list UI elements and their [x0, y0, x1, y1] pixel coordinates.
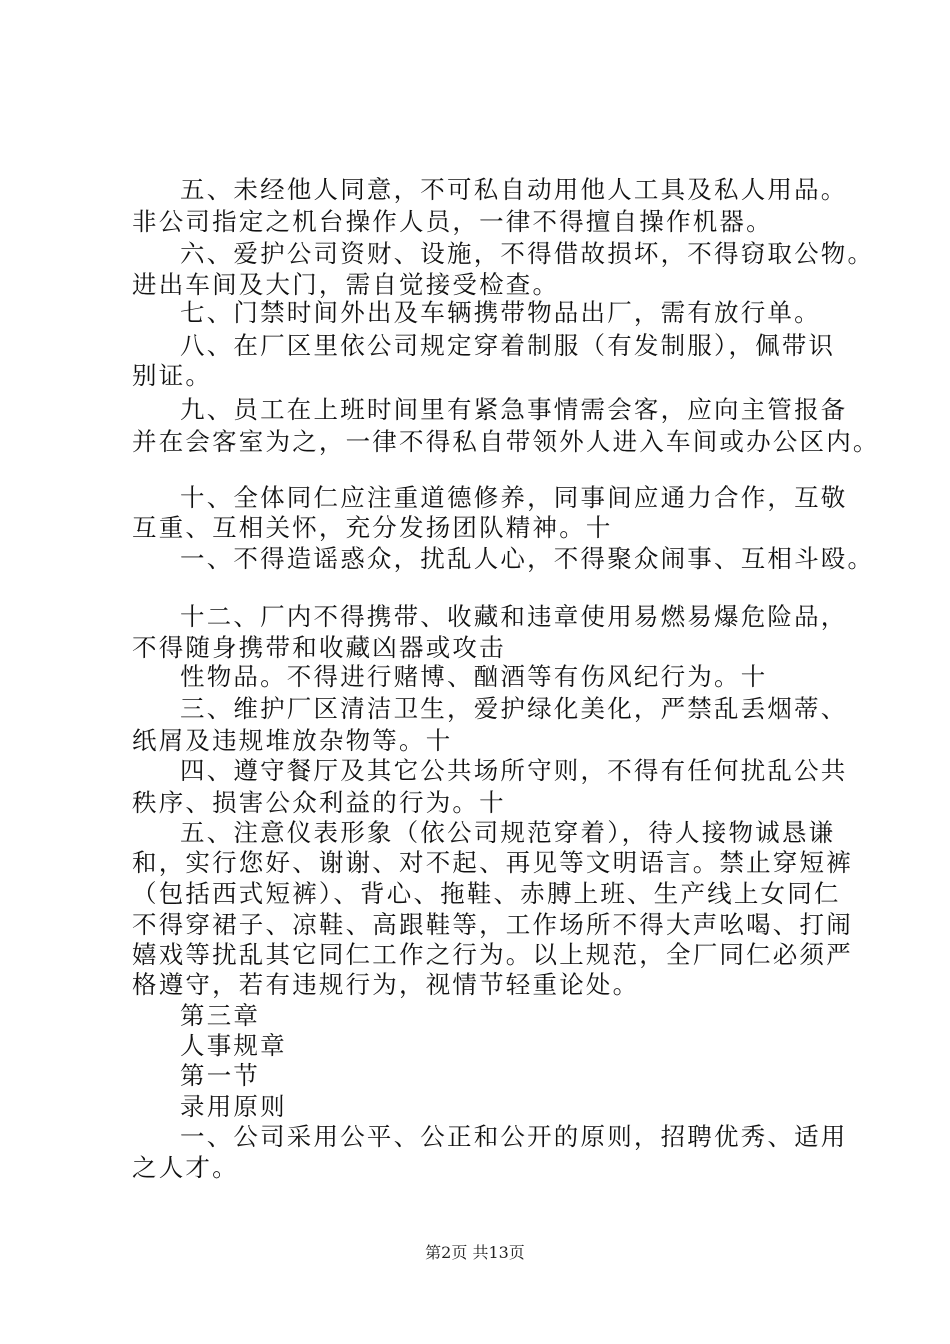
text-line: 之人才。: [132, 1153, 239, 1182]
text-line: 并在会客室为之，一律不得私自带领外人进入车间或办公区内。: [132, 427, 880, 456]
text-line: 四、遵守餐厅及其它公共场所守则，不得有任何扰乱公共: [180, 756, 848, 785]
chapter-heading: 第三章: [180, 1001, 261, 1030]
section-title: 录用原则: [180, 1092, 287, 1121]
text-line: 性物品。不得进行赌博、酗酒等有伤风纪行为。十: [180, 662, 768, 691]
page-number-footer: 第2页 共13页: [425, 1243, 525, 1262]
text-line: 九、员工在上班时间里有紧急事情需会客，应向主管报备: [180, 395, 848, 424]
text-line: 非公司指定之机台操作人员，一律不得擅自操作机器。: [132, 207, 773, 236]
text-line: 一、不得造谣惑众，扰乱人心，不得聚众闹事、互相斗殴。: [180, 544, 875, 573]
text-line: 不得随身携带和收藏凶器或攻击: [132, 633, 506, 662]
text-line: 纸屑及违规堆放杂物等。十: [132, 726, 453, 755]
chapter-title: 人事规章: [180, 1031, 287, 1060]
text-line: 格遵守，若有违规行为，视情节轻重论处。: [132, 970, 640, 999]
text-line: 嬉戏等扰乱其它同仁工作之行为。以上规范，全厂同仁必须严: [132, 940, 853, 969]
text-line: 秩序、损害公众利益的行为。十: [132, 788, 506, 817]
section-heading: 第一节: [180, 1061, 261, 1090]
text-line: 十、全体同仁应注重道德修养，同事间应通力合作，互敬: [180, 483, 848, 512]
text-line: （包括西式短裤）、背心、拖鞋、赤膊上班、生产线上女同仁: [132, 879, 841, 908]
text-line: 十二、厂内不得携带、收藏和违章使用易燃易爆危险品，: [180, 602, 848, 631]
text-line: 六、爱护公司资财、设施，不得借故损坏，不得窃取公物。: [180, 239, 875, 268]
text-line: 五、注意仪表形象（依公司规范穿着），待人接物诚恳谦: [180, 818, 836, 847]
text-line: 五、未经他人同意，不可私自动用他人工具及私人用品。: [180, 175, 848, 204]
text-line: 和，实行您好、谢谢、对不起、再见等文明语言。禁止穿短裤: [132, 848, 853, 877]
text-line: 互重、互相关怀，充分发扬团队精神。十: [132, 513, 613, 542]
text-line: 进出车间及大门，需自觉接受检查。: [132, 270, 560, 299]
text-line: 别证。: [132, 361, 213, 390]
text-line: 八、在厂区里依公司规定穿着制服（有发制服），佩带识: [180, 331, 836, 360]
text-line: 一、公司采用公平、公正和公开的原则，招聘优秀、适用: [180, 1122, 848, 1151]
text-line: 三、维护厂区清洁卫生，爱护绿化美化，严禁乱丢烟蒂、: [180, 694, 848, 723]
text-line: 不得穿裙子、凉鞋、高跟鞋等，工作场所不得大声吆喝、打闹: [132, 910, 853, 939]
text-line: 七、门禁时间外出及车辆携带物品出厂，需有放行单。: [180, 298, 821, 327]
